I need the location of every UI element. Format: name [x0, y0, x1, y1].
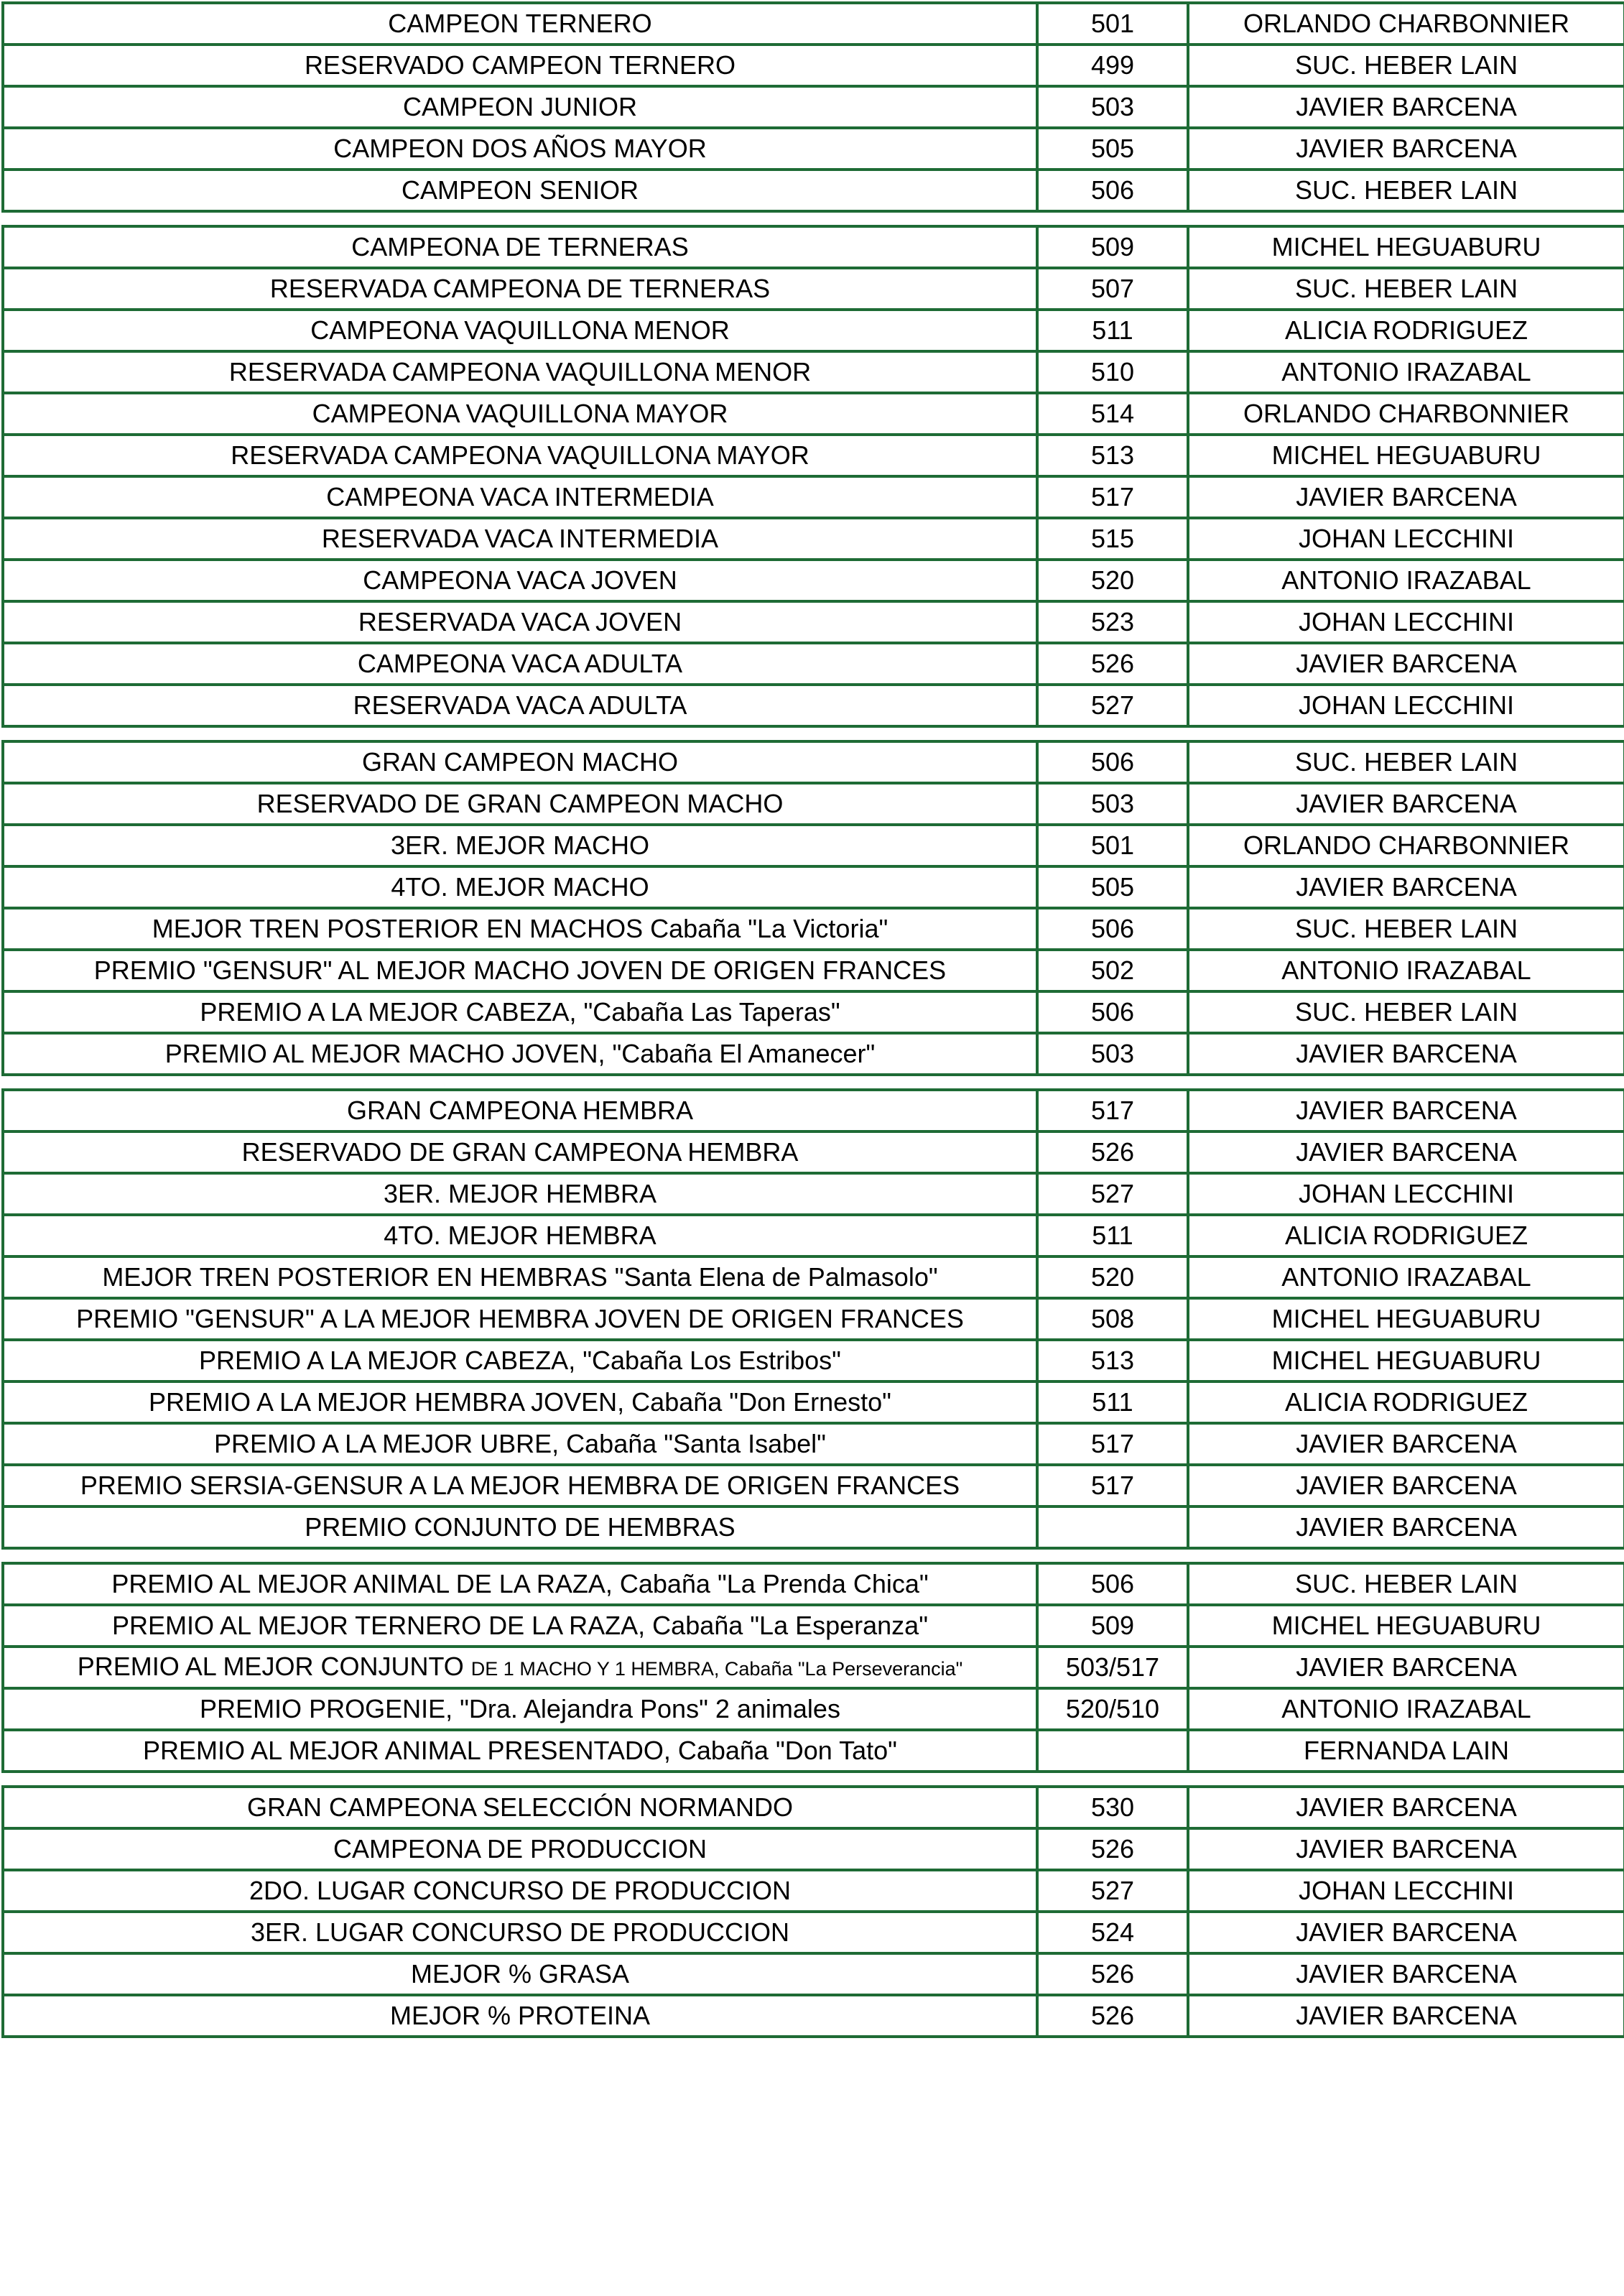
award-name: CAMPEONA DE TERNERAS	[351, 232, 689, 261]
award-row	[3, 170, 1624, 211]
award-name: PREMIO SERSIA-GENSUR A LA MEJOR HEMBRA DE ORIGEN FRANCES	[80, 1471, 960, 1500]
owner-name-cell: ANTONIO IRAZABAL	[1188, 950, 1624, 991]
award-name-cell	[3, 310, 1037, 351]
owner-name-cell: ALICIA RODRIGUEZ	[1188, 1215, 1624, 1256]
animal-number-cell: 505	[1037, 866, 1188, 908]
award-name: PREMIO AL MEJOR TERNERO DE LA RAZA, Cabaña "La Esperanza"	[112, 1611, 928, 1640]
award-row	[3, 1953, 1624, 1995]
award-row	[3, 866, 1624, 908]
animal-number-cell: 507	[1037, 268, 1188, 310]
owner-name-cell: SUC. HEBER LAIN	[1188, 908, 1624, 950]
animal-number-cell	[1037, 1506, 1188, 1548]
owner-name-cell: JAVIER BARCENA	[1188, 866, 1624, 908]
animal-number-cell: 523	[1037, 601, 1188, 643]
award-name-cell	[3, 128, 1037, 170]
animal-number-cell: 526	[1037, 1828, 1188, 1870]
award-name-cell	[3, 518, 1037, 560]
owner-name-cell: ORLANDO CHARBONNIER	[1188, 3, 1624, 45]
award-name: PREMIO AL MEJOR CONJUNTO	[77, 1651, 471, 1681]
owner-name-cell: JOHAN LECCHINI	[1188, 518, 1624, 560]
animal-number-cell: 510	[1037, 351, 1188, 393]
award-name: CAMPEONA VAQUILLONA MAYOR	[312, 399, 728, 428]
award-name: 4TO. MEJOR MACHO	[391, 872, 649, 902]
owner-name-cell: ALICIA RODRIGUEZ	[1188, 310, 1624, 351]
award-name: PREMIO A LA MEJOR UBRE, Cabaña "Santa Isabel"	[214, 1429, 826, 1458]
owner-name-cell: JAVIER BARCENA	[1188, 476, 1624, 518]
award-name: 2DO. LUGAR CONCURSO DE PRODUCCION	[249, 1876, 792, 1905]
award-row	[3, 825, 1624, 866]
award-name-cell	[3, 1688, 1037, 1730]
award-row	[3, 560, 1624, 601]
award-name-cell	[3, 1298, 1037, 1340]
award-name-cell	[3, 950, 1037, 991]
award-row	[3, 741, 1624, 783]
award-name-cell	[3, 435, 1037, 476]
award-name: CAMPEONA VACA INTERMEDIA	[326, 482, 714, 511]
owner-name-cell: JAVIER BARCENA	[1188, 1465, 1624, 1506]
animal-number-cell: 503	[1037, 1033, 1188, 1075]
award-name: CAMPEONA VACA JOVEN	[363, 565, 677, 595]
award-name-cell	[3, 1563, 1037, 1605]
award-row	[3, 643, 1624, 685]
animal-number-cell: 514	[1037, 393, 1188, 435]
owner-name-cell: JAVIER BARCENA	[1188, 1647, 1624, 1688]
award-name: GRAN CAMPEON MACHO	[361, 747, 679, 777]
award-name-cell	[3, 601, 1037, 643]
award-name-cell	[3, 1173, 1037, 1215]
award-name-cell	[3, 685, 1037, 726]
award-name-cell	[3, 268, 1037, 310]
animal-number-cell: 526	[1037, 1131, 1188, 1173]
award-row	[3, 1215, 1624, 1256]
awards-section-table	[1, 225, 1624, 728]
animal-number-cell: 503	[1037, 783, 1188, 825]
animal-number-cell: 505	[1037, 128, 1188, 170]
award-row	[3, 518, 1624, 560]
award-name: CAMPEON JUNIOR	[402, 92, 638, 121]
animal-number-cell: 511	[1037, 1381, 1188, 1423]
award-name: PREMIO AL MEJOR ANIMAL DE LA RAZA, Cabaña "La Prenda Chica"	[111, 1569, 929, 1598]
animal-number-cell: 502	[1037, 950, 1188, 991]
owner-name-cell: SUC. HEBER LAIN	[1188, 268, 1624, 310]
award-row	[3, 1605, 1624, 1647]
award-name: MEJOR % PROTEINA	[389, 2001, 651, 2030]
award-row	[3, 1298, 1624, 1340]
owner-name-cell: FERNANDA LAIN	[1188, 1730, 1624, 1772]
award-row	[3, 128, 1624, 170]
owner-name-cell: SUC. HEBER LAIN	[1188, 45, 1624, 86]
owner-name-cell: MICHEL HEGUABURU	[1188, 1605, 1624, 1647]
award-name-cell	[3, 1870, 1037, 1912]
owner-name-cell: JAVIER BARCENA	[1188, 1828, 1624, 1870]
owner-name-cell: SUC. HEBER LAIN	[1188, 741, 1624, 783]
award-name-cell	[3, 825, 1037, 866]
owner-name-cell: JOHAN LECCHINI	[1188, 1870, 1624, 1912]
award-row	[3, 783, 1624, 825]
animal-number-cell: 517	[1037, 1465, 1188, 1506]
award-row	[3, 351, 1624, 393]
animal-number-cell: 506	[1037, 741, 1188, 783]
award-row	[3, 1090, 1624, 1131]
owner-name-cell: JAVIER BARCENA	[1188, 1090, 1624, 1131]
award-name: 4TO. MEJOR HEMBRA	[384, 1221, 656, 1250]
owner-name-cell: JOHAN LECCHINI	[1188, 1173, 1624, 1215]
owner-name-cell: JAVIER BARCENA	[1188, 128, 1624, 170]
award-name-cell	[3, 476, 1037, 518]
award-row	[3, 1787, 1624, 1828]
animal-number-cell: 527	[1037, 685, 1188, 726]
award-name-cell	[3, 1423, 1037, 1465]
animal-number-cell: 509	[1037, 1605, 1188, 1647]
award-name-cell	[3, 1730, 1037, 1772]
award-name: PREMIO AL MEJOR ANIMAL PRESENTADO, Cabaña "Don Tato"	[143, 1736, 897, 1765]
award-name: PREMIO A LA MEJOR CABEZA, "Cabaña Las Taperas"	[200, 997, 840, 1027]
award-row	[3, 3, 1624, 45]
award-row	[3, 435, 1624, 476]
animal-number-cell	[1037, 1730, 1188, 1772]
award-name: CAMPEONA VACA ADULTA	[357, 649, 683, 678]
award-name-cell	[3, 908, 1037, 950]
award-name-cell	[3, 1953, 1037, 1995]
award-name-cell	[3, 991, 1037, 1033]
award-row	[3, 1256, 1624, 1298]
animal-number-cell: 506	[1037, 908, 1188, 950]
animal-number-cell: 513	[1037, 1340, 1188, 1381]
award-name: MEJOR TREN POSTERIOR EN MACHOS Cabaña "La Victoria"	[152, 914, 888, 943]
award-row	[3, 1033, 1624, 1075]
award-row	[3, 991, 1624, 1033]
award-name-cell	[3, 1090, 1037, 1131]
award-name: PREMIO PROGENIE, "Dra. Alejandra Pons" 2 animales	[200, 1694, 840, 1723]
animal-number-cell: 501	[1037, 825, 1188, 866]
award-name-cell	[3, 1465, 1037, 1506]
owner-name-cell: SUC. HEBER LAIN	[1188, 991, 1624, 1033]
owner-name-cell: JAVIER BARCENA	[1188, 1131, 1624, 1173]
award-row	[3, 950, 1624, 991]
owner-name-cell: ANTONIO IRAZABAL	[1188, 1256, 1624, 1298]
award-row	[3, 685, 1624, 726]
award-name: CAMPEON SENIOR	[401, 175, 639, 205]
owner-name-cell: MICHEL HEGUABURU	[1188, 1340, 1624, 1381]
award-name: RESERVADO CAMPEON TERNERO	[304, 50, 736, 80]
animal-number-cell: 503	[1037, 86, 1188, 128]
animal-number-cell: 524	[1037, 1912, 1188, 1953]
award-name: CAMPEONA DE PRODUCCION	[333, 1834, 707, 1864]
owner-name-cell: JAVIER BARCENA	[1188, 1506, 1624, 1548]
award-name-cell	[3, 45, 1037, 86]
owner-name-cell: JAVIER BARCENA	[1188, 1953, 1624, 1995]
awards-section-table	[1, 1562, 1624, 1773]
animal-number-cell: 499	[1037, 45, 1188, 86]
animal-number-cell: 517	[1037, 1090, 1188, 1131]
award-name-cell	[3, 1912, 1037, 1953]
award-name: PREMIO A LA MEJOR HEMBRA JOVEN, Cabaña "Don Ernesto"	[149, 1387, 891, 1417]
animal-number-cell: 513	[1037, 435, 1188, 476]
award-row	[3, 1995, 1624, 2037]
animal-number-cell: 517	[1037, 476, 1188, 518]
award-row	[3, 1131, 1624, 1173]
award-name: RESERVADO DE GRAN CAMPEON MACHO	[256, 789, 784, 818]
owner-name-cell: JAVIER BARCENA	[1188, 1995, 1624, 2037]
owner-name-cell: JOHAN LECCHINI	[1188, 601, 1624, 643]
award-name: MEJOR % GRASA	[410, 1959, 630, 1989]
owner-name-cell: JAVIER BARCENA	[1188, 86, 1624, 128]
award-row	[3, 476, 1624, 518]
award-name-cell	[3, 1828, 1037, 1870]
owner-name-cell: ALICIA RODRIGUEZ	[1188, 1381, 1624, 1423]
award-name: CAMPEON DOS AÑOS MAYOR	[333, 134, 707, 163]
animal-number-cell: 506	[1037, 170, 1188, 211]
award-row	[3, 1828, 1624, 1870]
award-name-cell	[3, 1256, 1037, 1298]
award-row	[3, 601, 1624, 643]
animal-number-cell: 526	[1037, 643, 1188, 685]
award-name: PREMIO CONJUNTO DE HEMBRAS	[305, 1512, 736, 1542]
award-name: RESERVADA CAMPEONA VAQUILLONA MAYOR	[231, 440, 809, 470]
award-row	[3, 1688, 1624, 1730]
award-row	[3, 86, 1624, 128]
award-row	[3, 1340, 1624, 1381]
award-name: RESERVADA CAMPEONA DE TERNERAS	[269, 274, 771, 303]
award-name-cell	[3, 1033, 1037, 1075]
award-row	[3, 1506, 1624, 1548]
award-row	[3, 268, 1624, 310]
owner-name-cell: JAVIER BARCENA	[1188, 1912, 1624, 1953]
award-name-cell	[3, 226, 1037, 268]
award-row	[3, 1730, 1624, 1772]
awards-section-table	[1, 1, 1624, 213]
award-row	[3, 1563, 1624, 1605]
awards-section-table	[1, 1785, 1624, 2038]
animal-number-cell: 515	[1037, 518, 1188, 560]
animal-number-cell: 503/517	[1037, 1647, 1188, 1688]
animal-number-cell: 517	[1037, 1423, 1188, 1465]
award-name-cell	[3, 1787, 1037, 1828]
award-row	[3, 1465, 1624, 1506]
animal-number-cell: 506	[1037, 991, 1188, 1033]
award-name-cell	[3, 86, 1037, 128]
animal-number-cell: 526	[1037, 1995, 1188, 2037]
owner-name-cell: MICHEL HEGUABURU	[1188, 435, 1624, 476]
owner-name-cell: SUC. HEBER LAIN	[1188, 170, 1624, 211]
award-name-cell	[3, 1995, 1037, 2037]
animal-number-cell: 501	[1037, 3, 1188, 45]
owner-name-cell: JOHAN LECCHINI	[1188, 685, 1624, 726]
award-name: RESERVADA VACA ADULTA	[353, 690, 687, 720]
award-name: PREMIO A LA MEJOR CABEZA, "Cabaña Los Estribos"	[199, 1346, 841, 1375]
award-name: CAMPEON TERNERO	[388, 9, 652, 38]
award-name: RESERVADA VACA JOVEN	[358, 607, 682, 637]
award-row	[3, 45, 1624, 86]
award-name-cell	[3, 1340, 1037, 1381]
owner-name-cell: ORLANDO CHARBONNIER	[1188, 393, 1624, 435]
award-name-cell	[3, 783, 1037, 825]
award-row	[3, 1173, 1624, 1215]
animal-number-cell: 508	[1037, 1298, 1188, 1340]
award-row	[3, 1381, 1624, 1423]
animal-number-cell: 520	[1037, 1256, 1188, 1298]
award-row	[3, 1870, 1624, 1912]
owner-name-cell: JAVIER BARCENA	[1188, 1033, 1624, 1075]
award-name-cell	[3, 741, 1037, 783]
owner-name-cell: JAVIER BARCENA	[1188, 1423, 1624, 1465]
animal-number-cell: 526	[1037, 1953, 1188, 1995]
award-name: RESERVADO DE GRAN CAMPEONA HEMBRA	[241, 1137, 799, 1167]
award-name-cell	[3, 170, 1037, 211]
award-name-cell	[3, 1605, 1037, 1647]
award-name-cell	[3, 1506, 1037, 1548]
award-name-cell	[3, 1215, 1037, 1256]
owner-name-cell: ORLANDO CHARBONNIER	[1188, 825, 1624, 866]
award-name: 3ER. MEJOR HEMBRA	[383, 1179, 657, 1208]
animal-number-cell: 520	[1037, 560, 1188, 601]
award-name-note: DE 1 MACHO Y 1 HEMBRA, Cabaña "La Perseverancia"	[470, 1657, 963, 1680]
owner-name-cell: ANTONIO IRAZABAL	[1188, 351, 1624, 393]
animal-number-cell: 506	[1037, 1563, 1188, 1605]
award-name-cell	[3, 1131, 1037, 1173]
award-name: RESERVADA CAMPEONA VAQUILLONA MENOR	[228, 357, 812, 386]
animal-number-cell: 511	[1037, 1215, 1188, 1256]
owner-name-cell: ANTONIO IRAZABAL	[1188, 1688, 1624, 1730]
award-name-cell	[3, 351, 1037, 393]
owner-name-cell: MICHEL HEGUABURU	[1188, 226, 1624, 268]
owner-name-cell: JAVIER BARCENA	[1188, 1787, 1624, 1828]
award-name-cell	[3, 866, 1037, 908]
award-row	[3, 1912, 1624, 1953]
award-name: GRAN CAMPEONA SELECCIÓN NORMANDO	[246, 1792, 794, 1822]
award-name-cell	[3, 3, 1037, 45]
award-name: PREMIO "GENSUR" AL MEJOR MACHO JOVEN DE ORIGEN FRANCES	[93, 955, 947, 985]
awards-section-table	[1, 740, 1624, 1076]
awards-document	[0, 1, 1624, 2038]
award-row	[3, 1423, 1624, 1465]
awards-section-table	[1, 1088, 1624, 1550]
award-row	[3, 310, 1624, 351]
owner-name-cell: SUC. HEBER LAIN	[1188, 1563, 1624, 1605]
award-row	[3, 393, 1624, 435]
animal-number-cell: 527	[1037, 1870, 1188, 1912]
award-name: CAMPEONA VAQUILLONA MENOR	[310, 315, 730, 345]
award-name: 3ER. LUGAR CONCURSO DE PRODUCCION	[250, 1917, 790, 1947]
award-name-cell	[3, 1381, 1037, 1423]
award-row	[3, 226, 1624, 268]
award-name-cell	[3, 1647, 1037, 1688]
award-name: MEJOR TREN POSTERIOR EN HEMBRAS "Santa Elena de Palmasolo"	[102, 1262, 938, 1292]
award-name: RESERVADA VACA INTERMEDIA	[321, 524, 719, 553]
award-name-cell	[3, 643, 1037, 685]
owner-name-cell: JAVIER BARCENA	[1188, 783, 1624, 825]
award-name-cell	[3, 393, 1037, 435]
animal-number-cell: 530	[1037, 1787, 1188, 1828]
award-name: 3ER. MEJOR MACHO	[390, 830, 650, 860]
animal-number-cell: 527	[1037, 1173, 1188, 1215]
award-row	[3, 1647, 1624, 1688]
award-name-cell	[3, 560, 1037, 601]
award-name: PREMIO AL MEJOR MACHO JOVEN, "Cabaña El Amanecer"	[164, 1039, 876, 1068]
animal-number-cell: 520/510	[1037, 1688, 1188, 1730]
animal-number-cell: 511	[1037, 310, 1188, 351]
owner-name-cell: JAVIER BARCENA	[1188, 643, 1624, 685]
award-name: GRAN CAMPEONA HEMBRA	[346, 1096, 694, 1125]
award-name: PREMIO "GENSUR" A LA MEJOR HEMBRA JOVEN DE ORIGEN FRANCES	[76, 1304, 964, 1333]
award-row	[3, 908, 1624, 950]
owner-name-cell: ANTONIO IRAZABAL	[1188, 560, 1624, 601]
animal-number-cell: 509	[1037, 226, 1188, 268]
owner-name-cell: MICHEL HEGUABURU	[1188, 1298, 1624, 1340]
